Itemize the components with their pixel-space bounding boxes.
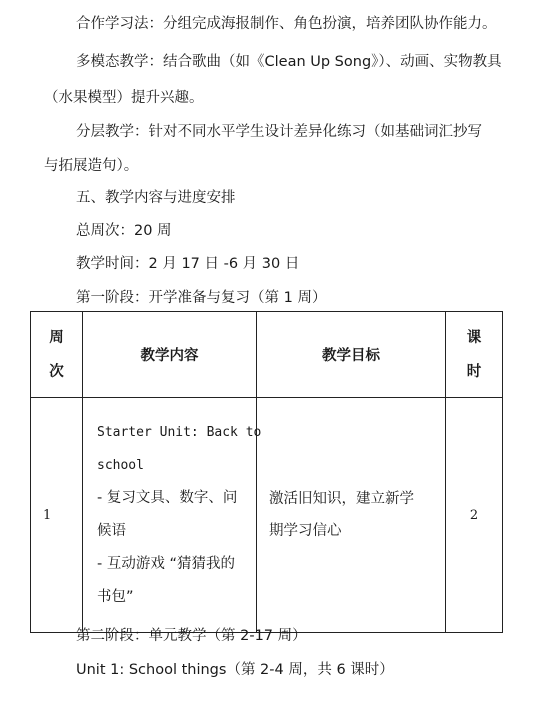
total-weeks: 总周次：20 周 [76, 223, 172, 239]
table-row [31, 398, 503, 633]
paragraph-tiered-line2: 与拓展造句）。 [44, 158, 139, 174]
schedule-table [30, 311, 503, 633]
cell-week: 1 [31, 398, 83, 633]
table-header-row [31, 312, 503, 398]
unit-1-heading: Unit 1: School things（第 2-4 周，共 6 课时） [76, 662, 394, 678]
content-line: Starter Unit: Back to [97, 425, 262, 440]
content-line: - 互动游戏 “猜猜我的 [97, 556, 235, 572]
content-line: 候语 [97, 523, 126, 539]
goal-line: 激活旧知识，建立新学 [269, 491, 414, 507]
paragraph-tiered-line1: 分层教学：针对不同水平学生设计差异化练习（如基础词汇抄写 [76, 124, 482, 140]
content-line: 书包” [97, 589, 134, 605]
header-hours: 课 时 [446, 312, 503, 398]
header-content: 教学内容 [83, 312, 257, 398]
stage-1-heading: 第一阶段：开学准备与复习（第 1 周） [76, 290, 327, 306]
cell-hours: 2 [446, 398, 503, 633]
paragraph-multimodal-line1: 多模态教学：结合歌曲（如《Clean Up Song》）、动画、实物教具 [76, 54, 502, 70]
paragraph-cooperative-learning: 合作学习法：分组完成海报制作、角色扮演，培养团队协作能力。 [76, 16, 497, 32]
paragraph-multimodal-line2: （水果模型）提升兴趣。 [44, 90, 204, 106]
content-line: school [97, 458, 144, 473]
cell-goal [257, 398, 446, 633]
goal-line: 期学习信心 [269, 523, 342, 539]
section-heading-5: 五、教学内容与进度安排 [76, 190, 236, 206]
header-goal: 教学目标 [257, 312, 446, 398]
content-line: - 复习文具、数字、问 [97, 490, 238, 506]
cell-content [83, 398, 262, 633]
header-week: 周 次 [31, 312, 83, 398]
stage-2-heading: 第二阶段：单元教学（第 2-17 周） [76, 628, 307, 644]
teaching-time: 教学时间：2 月 17 日 -6 月 30 日 [76, 256, 300, 272]
